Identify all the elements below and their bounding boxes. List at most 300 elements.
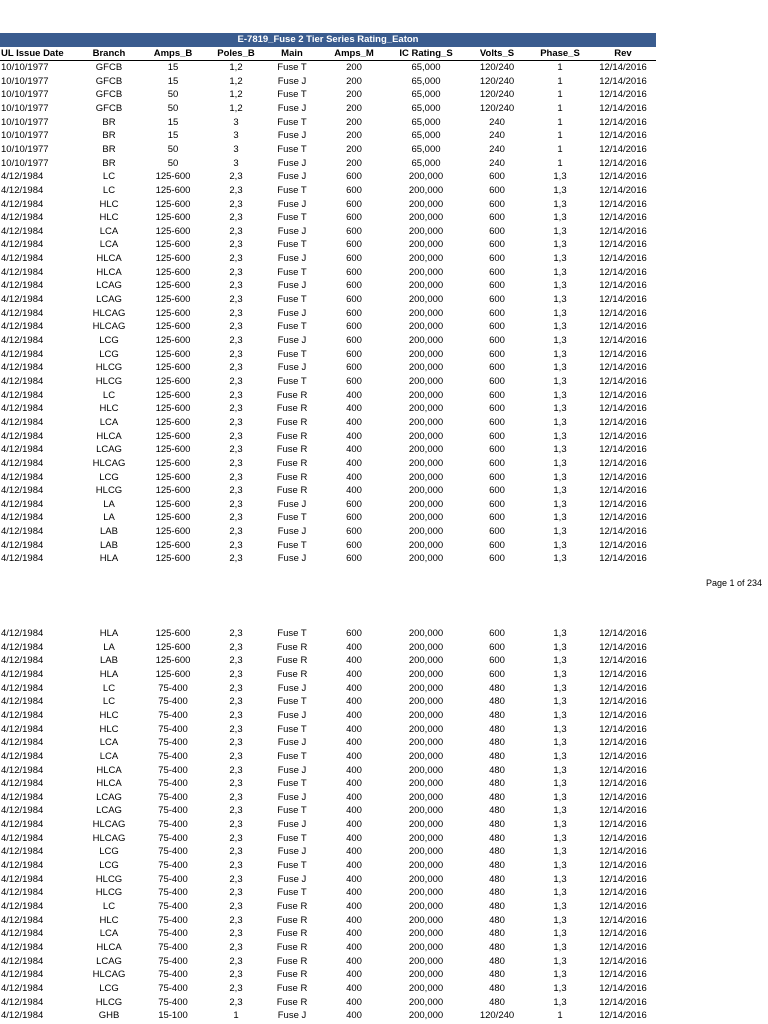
table-row xyxy=(0,777,656,791)
table-cell: 125-600 xyxy=(155,335,191,346)
table-cell: Fuse T xyxy=(277,294,307,306)
table-row xyxy=(0,695,656,709)
table-cell: 12/14/2016 xyxy=(599,846,647,858)
table-cell: 1,3 xyxy=(553,512,567,524)
table-cell: 125-600 xyxy=(155,403,191,415)
table-cell: Fuse J xyxy=(277,280,307,292)
table-cell: Fuse J xyxy=(277,498,307,510)
table-cell: 600 xyxy=(489,294,505,306)
table-cell: 1,3 xyxy=(553,655,567,667)
table-cell: 12/14/2016 xyxy=(599,539,647,551)
table-cell: 600 xyxy=(346,498,362,510)
table-cell: HLCA xyxy=(96,941,122,953)
table-cell: 600 xyxy=(489,498,505,510)
table-cell: 2,3 xyxy=(229,805,243,817)
table-cell: HLA xyxy=(99,628,119,639)
table-cell: 2,3 xyxy=(229,969,243,981)
table-cell: 200,000 xyxy=(408,266,444,278)
table-cell: 1,3 xyxy=(553,901,567,912)
table-cell: 12/14/2016 xyxy=(599,955,647,967)
table-cell: 400 xyxy=(346,982,362,994)
table-cell: 65,000 xyxy=(411,89,441,101)
table-row xyxy=(0,279,656,293)
table-cell: HLCG xyxy=(95,887,123,899)
table-cell: 1,3 xyxy=(553,996,567,1008)
table-row xyxy=(0,818,656,832)
table-cell: 600 xyxy=(489,668,505,680)
table-cell: 75-400 xyxy=(158,914,188,926)
table-cell: 1,3 xyxy=(553,553,567,565)
table-cell: 125-600 xyxy=(155,628,191,639)
table-cell: Fuse R xyxy=(276,982,308,994)
table-cell: 4/12/1984 xyxy=(1,819,44,831)
table-cell: 600 xyxy=(346,171,362,183)
table-cell: 600 xyxy=(346,225,362,237)
table-row xyxy=(0,198,656,212)
table-cell: 2,3 xyxy=(229,682,243,694)
table-cell: LA xyxy=(103,641,115,653)
table-cell: 12/14/2016 xyxy=(599,62,647,73)
table-cell: Fuse J xyxy=(277,526,307,538)
table-cell: 400 xyxy=(346,996,362,1008)
table-cell: 600 xyxy=(346,198,362,210)
table-row xyxy=(0,955,656,969)
table-cell: HLCAG xyxy=(92,321,126,333)
table-cell: 125-600 xyxy=(155,526,191,538)
table-cell: 1 xyxy=(557,130,563,142)
table-cell: 200,000 xyxy=(408,778,444,790)
table-cell: 200,000 xyxy=(408,682,444,694)
table-cell: 200 xyxy=(346,89,362,101)
table-cell: 4/12/1984 xyxy=(1,375,44,387)
table-cell: Fuse T xyxy=(277,143,307,155)
table-cell: 4/12/1984 xyxy=(1,335,44,346)
table-cell: 480 xyxy=(489,778,505,790)
table-cell: 2,3 xyxy=(229,184,243,196)
table-cell: 400 xyxy=(346,430,362,442)
table-cell: LC xyxy=(102,389,116,401)
table-cell: 125-600 xyxy=(155,430,191,442)
table-cell: 200,000 xyxy=(408,539,444,551)
table-cell: 400 xyxy=(346,914,362,926)
table-cell: 4/12/1984 xyxy=(1,982,44,994)
table-row xyxy=(0,791,656,805)
table-row xyxy=(0,238,656,252)
table-cell: 2,3 xyxy=(229,403,243,415)
table-row xyxy=(0,1009,656,1023)
table-cell: 480 xyxy=(489,805,505,817)
table-cell: 1,3 xyxy=(553,457,567,469)
table-row xyxy=(0,832,656,846)
table-cell: 125-600 xyxy=(155,375,191,387)
table-cell: 600 xyxy=(489,553,505,565)
table-cell: 200,000 xyxy=(408,212,444,224)
table-cell: 4/12/1984 xyxy=(1,321,44,333)
table-row xyxy=(0,941,656,955)
table-cell: 200,000 xyxy=(408,641,444,653)
table-cell: 1,3 xyxy=(553,819,567,831)
header-ic-rating-s: IC Rating_S xyxy=(399,48,453,59)
table-row xyxy=(0,143,656,157)
table-cell: 12/14/2016 xyxy=(599,873,647,885)
table-cell: HLCG xyxy=(95,996,123,1008)
table-cell: 12/14/2016 xyxy=(599,750,647,762)
table-cell: Fuse T xyxy=(277,778,307,790)
table-cell: BR xyxy=(102,116,116,128)
table-cell: 12/14/2016 xyxy=(599,723,647,735)
table-cell: 200,000 xyxy=(408,307,444,319)
table-row xyxy=(0,252,656,266)
table-cell: 12/14/2016 xyxy=(599,526,647,538)
table-cell: 2,3 xyxy=(229,832,243,844)
table-cell: 480 xyxy=(489,819,505,831)
table-cell: 4/12/1984 xyxy=(1,969,44,981)
table-cell: 200,000 xyxy=(408,225,444,237)
table-cell: 4/12/1984 xyxy=(1,791,44,803)
table-cell: 12/14/2016 xyxy=(599,996,647,1008)
table-cell: 4/12/1984 xyxy=(1,805,44,817)
table-cell: 120/240 xyxy=(479,102,515,114)
table-cell: 125-600 xyxy=(155,212,191,224)
table-cell: 12/14/2016 xyxy=(599,778,647,790)
table-cell: 4/12/1984 xyxy=(1,512,44,524)
table-cell: 1,3 xyxy=(553,348,567,360)
table-cell: 2,3 xyxy=(229,655,243,667)
table-cell: 400 xyxy=(346,1010,362,1022)
table-cell: 1,3 xyxy=(553,253,567,265)
table-cell: Fuse J xyxy=(277,873,307,885)
table-cell: 65,000 xyxy=(411,143,441,155)
table-cell: 400 xyxy=(346,969,362,981)
table-cell: 200,000 xyxy=(408,171,444,183)
table-cell: 75-400 xyxy=(158,941,188,953)
table-cell: 600 xyxy=(346,362,362,374)
table-cell: 4/12/1984 xyxy=(1,1010,44,1022)
table-cell: 2,3 xyxy=(229,982,243,994)
table-cell: Fuse R xyxy=(276,901,308,912)
table-row xyxy=(0,927,656,941)
table-cell: LCAG xyxy=(96,955,122,967)
table-cell: 12/14/2016 xyxy=(599,444,647,456)
table-cell: 400 xyxy=(346,737,362,749)
table-cell: Fuse T xyxy=(277,116,307,128)
header-rev: Rev xyxy=(614,48,632,59)
table-cell: 400 xyxy=(346,873,362,885)
table-cell: 2,3 xyxy=(229,723,243,735)
table-cell: 50 xyxy=(167,143,179,155)
table-cell: 4/12/1984 xyxy=(1,239,44,251)
table-cell: 125-600 xyxy=(155,348,191,360)
table-cell: 12/14/2016 xyxy=(599,641,647,653)
table-cell: 600 xyxy=(346,539,362,551)
table-cell: 4/12/1984 xyxy=(1,225,44,237)
table-cell: 1,3 xyxy=(553,846,567,858)
table-cell: Fuse J xyxy=(277,819,307,831)
table-cell: 12/14/2016 xyxy=(599,198,647,210)
table-cell: Fuse T xyxy=(277,723,307,735)
table-cell: 1,3 xyxy=(553,860,567,872)
table-cell: 600 xyxy=(346,526,362,538)
sheet-title: E-7819_Fuse 2 Tier Series Rating_Eaton xyxy=(0,33,656,47)
table-cell: Fuse J xyxy=(277,709,307,721)
table-cell: Fuse R xyxy=(276,928,308,940)
table-cell: 1,2 xyxy=(229,102,243,114)
header-amps-m: Amps_M xyxy=(334,48,374,59)
table-cell: 125-600 xyxy=(155,321,191,333)
table-cell: Fuse T xyxy=(277,266,307,278)
table-cell: HLCA xyxy=(96,764,122,776)
table-cell: 480 xyxy=(489,832,505,844)
table-cell: 1,3 xyxy=(553,266,567,278)
table-row xyxy=(0,443,656,457)
table-cell: 75-400 xyxy=(158,873,188,885)
table-cell: 600 xyxy=(346,375,362,387)
table-cell: 2,3 xyxy=(229,737,243,749)
table-cell: 2,3 xyxy=(229,791,243,803)
table-cell: Fuse J xyxy=(277,553,307,565)
table-cell: 200,000 xyxy=(408,526,444,538)
table-cell: LCG xyxy=(99,348,119,360)
table-cell: Fuse R xyxy=(276,955,308,967)
table-cell: 4/12/1984 xyxy=(1,778,44,790)
table-cell: Fuse J xyxy=(277,764,307,776)
table-cell: Fuse R xyxy=(276,941,308,953)
table-cell: 200 xyxy=(346,75,362,87)
table-cell: 400 xyxy=(346,682,362,694)
table-cell: 1 xyxy=(557,62,563,73)
table-cell: 12/14/2016 xyxy=(599,1010,647,1022)
table-cell: 480 xyxy=(489,860,505,872)
table-cell: 75-400 xyxy=(158,982,188,994)
table-cell: 75-400 xyxy=(158,901,188,912)
table-cell: LCAG xyxy=(96,294,122,306)
table-cell: 2,3 xyxy=(229,914,243,926)
table-cell: 480 xyxy=(489,982,505,994)
table-cell: 4/12/1984 xyxy=(1,539,44,551)
table-cell: Fuse J xyxy=(277,682,307,694)
table-cell: 200,000 xyxy=(408,969,444,981)
table-cell: 75-400 xyxy=(158,750,188,762)
table-cell: 125-600 xyxy=(155,668,191,680)
table-row xyxy=(0,471,656,485)
table-cell: 400 xyxy=(346,955,362,967)
table-cell: 125-600 xyxy=(155,280,191,292)
table-cell: 125-600 xyxy=(155,171,191,183)
table-cell: 200,000 xyxy=(408,723,444,735)
table-cell: Fuse J xyxy=(277,102,307,114)
table-cell: 125-600 xyxy=(155,184,191,196)
table-row xyxy=(0,764,656,778)
table-cell: 125-600 xyxy=(155,239,191,251)
table-cell: 75-400 xyxy=(158,846,188,858)
table-cell: 12/14/2016 xyxy=(599,253,647,265)
table-cell: 1,3 xyxy=(553,184,567,196)
table-row xyxy=(0,457,656,471)
table-cell: Fuse T xyxy=(277,805,307,817)
table-cell: 400 xyxy=(346,819,362,831)
table-cell: 2,3 xyxy=(229,294,243,306)
table-cell: 200,000 xyxy=(408,668,444,680)
table-cell: Fuse J xyxy=(277,75,307,87)
table-row xyxy=(0,61,656,75)
table-cell: 2,3 xyxy=(229,512,243,524)
table-cell: 10/10/1977 xyxy=(1,157,49,169)
table-cell: 1,3 xyxy=(553,294,567,306)
table-cell: LCA xyxy=(99,750,119,762)
table-cell: 12/14/2016 xyxy=(599,819,647,831)
table-row xyxy=(0,402,656,416)
table-row xyxy=(0,996,656,1010)
table-cell: 1 xyxy=(557,116,563,128)
table-cell: 1,3 xyxy=(553,709,567,721)
table-cell: 125-600 xyxy=(155,512,191,524)
table-cell: 600 xyxy=(489,266,505,278)
table-cell: 4/12/1984 xyxy=(1,294,44,306)
table-cell: 4/12/1984 xyxy=(1,955,44,967)
table-cell: 200,000 xyxy=(408,819,444,831)
table-cell: 2,3 xyxy=(229,955,243,967)
table-cell: 400 xyxy=(346,444,362,456)
table-cell: 4/12/1984 xyxy=(1,901,44,912)
table-cell: 12/14/2016 xyxy=(599,887,647,899)
table-cell: 4/12/1984 xyxy=(1,253,44,265)
table-cell: 400 xyxy=(346,887,362,899)
table-cell: 2,3 xyxy=(229,212,243,224)
table-cell: HLC xyxy=(99,403,119,415)
table-cell: 400 xyxy=(346,778,362,790)
table-row xyxy=(0,225,656,239)
table-cell: 600 xyxy=(346,553,362,565)
table-cell: 1,3 xyxy=(553,485,567,497)
table-cell: 4/12/1984 xyxy=(1,832,44,844)
table-cell: LA xyxy=(103,498,115,510)
table-row xyxy=(0,498,656,512)
table-cell: 400 xyxy=(346,928,362,940)
table-cell: 200,000 xyxy=(408,832,444,844)
table-cell: 12/14/2016 xyxy=(599,389,647,401)
table-cell: LCG xyxy=(99,860,119,872)
table-row xyxy=(0,723,656,737)
table-cell: 12/14/2016 xyxy=(599,430,647,442)
table-cell: 200,000 xyxy=(408,457,444,469)
table-cell: 1 xyxy=(557,102,563,114)
table-header xyxy=(0,48,656,61)
table-cell: 12/14/2016 xyxy=(599,266,647,278)
table-row xyxy=(0,320,656,334)
table-row xyxy=(0,968,656,982)
table-cell: 65,000 xyxy=(411,102,441,114)
table-cell: 2,3 xyxy=(229,389,243,401)
table-cell: LC xyxy=(102,682,116,694)
table-cell: HLCG xyxy=(95,873,123,885)
table-cell: LCA xyxy=(99,737,119,749)
table-cell: 240 xyxy=(489,143,505,155)
table-cell: 12/14/2016 xyxy=(599,709,647,721)
table-cell: 12/14/2016 xyxy=(599,982,647,994)
table-cell: 12/14/2016 xyxy=(599,375,647,387)
table-cell: 480 xyxy=(489,914,505,926)
table-cell: 200,000 xyxy=(408,696,444,708)
table-cell: 1,3 xyxy=(553,225,567,237)
table-cell: LCA xyxy=(99,239,119,251)
table-cell: 1 xyxy=(233,1010,239,1022)
table-cell: 1,3 xyxy=(553,526,567,538)
table-cell: Fuse T xyxy=(277,512,307,524)
table-cell: 200,000 xyxy=(408,928,444,940)
table-cell: Fuse T xyxy=(277,539,307,551)
table-cell: 12/14/2016 xyxy=(599,471,647,483)
table-cell: 4/12/1984 xyxy=(1,737,44,749)
table-cell: 200,000 xyxy=(408,791,444,803)
table-cell: LCA xyxy=(99,225,119,237)
table-cell: 4/12/1984 xyxy=(1,928,44,940)
table-cell: 600 xyxy=(489,335,505,346)
table-cell: LCG xyxy=(99,982,119,994)
table-cell: 200,000 xyxy=(408,750,444,762)
table-cell: Fuse T xyxy=(277,832,307,844)
table-cell: 125-600 xyxy=(155,457,191,469)
table-cell: 1,3 xyxy=(553,668,567,680)
table-cell: 3 xyxy=(233,143,239,155)
table-cell: 600 xyxy=(489,239,505,251)
table-cell: 4/12/1984 xyxy=(1,628,44,639)
table-cell: 1,3 xyxy=(553,239,567,251)
table-row xyxy=(0,654,656,668)
table-cell: 200,000 xyxy=(408,403,444,415)
table-cell: 2,3 xyxy=(229,335,243,346)
table-cell: 2,3 xyxy=(229,171,243,183)
table-cell: 10/10/1977 xyxy=(1,62,49,73)
table-cell: 2,3 xyxy=(229,321,243,333)
table-cell: 12/14/2016 xyxy=(599,512,647,524)
table-cell: LCAG xyxy=(96,805,122,817)
table-cell: 600 xyxy=(489,457,505,469)
table-cell: 200,000 xyxy=(408,294,444,306)
table-cell: 200,000 xyxy=(408,764,444,776)
table-cell: Fuse T xyxy=(277,750,307,762)
table-cell: 12/14/2016 xyxy=(599,553,647,565)
table-row xyxy=(0,845,656,859)
table-cell: 400 xyxy=(346,805,362,817)
table-cell: 12/14/2016 xyxy=(599,941,647,953)
table-cell: 600 xyxy=(489,655,505,667)
table-cell: HLA xyxy=(99,668,119,680)
table-row xyxy=(0,873,656,887)
table-cell: 4/12/1984 xyxy=(1,171,44,183)
table-cell: 600 xyxy=(489,641,505,653)
page-footer: Page 1 of 234 xyxy=(706,578,763,588)
table-cell: 400 xyxy=(346,846,362,858)
table-cell: 2,3 xyxy=(229,416,243,428)
table-cell: Fuse R xyxy=(276,444,308,456)
table-row xyxy=(0,982,656,996)
table-cell: 600 xyxy=(489,526,505,538)
table-cell: 1,3 xyxy=(553,969,567,981)
table-cell: 120/240 xyxy=(479,89,515,101)
table-cell: 600 xyxy=(489,280,505,292)
table-cell: Fuse R xyxy=(276,914,308,926)
table-cell: 600 xyxy=(346,307,362,319)
table-row xyxy=(0,389,656,403)
table-cell: Fuse J xyxy=(277,362,307,374)
table-cell: HLCG xyxy=(95,375,123,387)
table-cell: 600 xyxy=(346,253,362,265)
table-cell: 200,000 xyxy=(408,498,444,510)
table-cell: 1,3 xyxy=(553,723,567,735)
table-cell: 1,3 xyxy=(553,778,567,790)
table-cell: 2,3 xyxy=(229,750,243,762)
table-cell: 3 xyxy=(233,116,239,128)
